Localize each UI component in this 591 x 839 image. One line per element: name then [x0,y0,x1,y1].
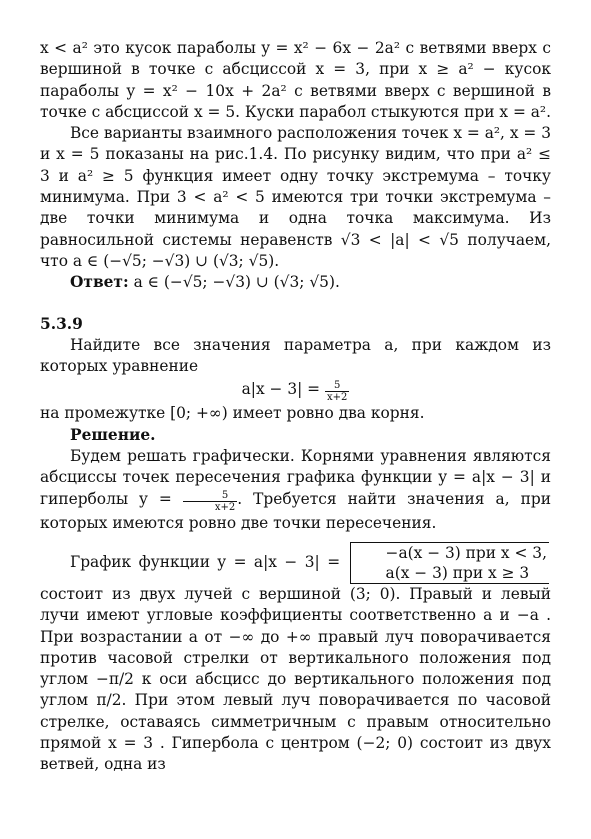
solution-p1-tail: . Требуется найти значения a, при которых имеются ровно две точки пересечения. [40,489,551,532]
hyperbola-fraction [183,490,237,513]
piecewise-case-1: −a(x − 3) при x < 3, [385,543,547,562]
hyperbola-numerator: 5 [183,490,237,502]
equation-numerator: 5 [325,380,349,392]
solution-paragraph-1 [40,446,551,534]
problem-equation [40,379,551,403]
solution-label: Решение. [70,425,156,444]
answer-line [40,272,551,293]
paragraph-parabola-pieces: x < a² это кусок параболы y = x² − 6x − 2a² с ветвями вверх с вершиной в точке с абсциссой x = 3, при x ≥ a² − кусок параболы y = x² − 10x + 2a² с ветвями вверх с вершиной в точке с абсциссой x = 5. Куски парабол стыкуются при x = a². [40,39,551,121]
solution-p1-text: Будем решать графически. Корнями уравнения являются абсциссы точек пересечения графика функции y = a|x − 3| и гиперболы y = [40,447,551,508]
answer-label: Ответ: [70,273,129,292]
hyperbola-denominator: x+2 [214,501,236,513]
piecewise-case-2: a(x − 3) при x ≥ 3 [385,563,530,582]
problem-statement: Найдите все значения параметра a, при каждом из которых уравнение [40,335,551,376]
equation-fraction [325,380,349,403]
problem-interval: на промежутке [0; +∞) имеет ровно два корня. [40,404,425,423]
piecewise-system [350,542,549,584]
equation-denominator: x+2 [327,392,348,404]
solution-p2-tail: состоит из двух лучей с вершиной (3; 0). Правый и левый лучи имеют угловые коэффициенты соответственно a и −a . При возрастании a от −∞ до +∞ правый луч поворачивается против часовой стрелки от вертикального положения под углом −π/2 к оси абсцисс до вертикального положения под углом π/2. При этом левый луч поворачивается по часовой стрелке, оставаясь симметричным с правым относительно прямой x = 3 . Гипербола с центром (−2; 0) состоит из двух ветвей, одна из [40,584,551,774]
solution-p2-text: График функции y = a|x − 3| = [70,552,341,571]
paragraph-extremum-analysis: Все варианты взаимного расположения точек x = a², x = 3 и x = 5 показаны на рис.1.4. По рисунку видим, что при a² ≤ 3 и a² ≥ 5 функция имеет одну точку экстремума – точку минимума. При 3 < a² < 5 имеются три точки экстремума – две точки минимума и одна точка максимума. Из равносильной системы неравенств √3 < |a| < √5 получаем, что a ∈ (−√5; −√3) ∪ (√3; √5). [40,124,551,270]
equation-lhs: a|x − 3| = [241,380,321,399]
answer-value: a ∈ (−√5; −√3) ∪ (√3; √5). [133,273,340,292]
document-page [40,38,551,776]
problem-number: 5.3.9 [40,314,83,333]
solution-paragraph-2 [40,542,551,776]
